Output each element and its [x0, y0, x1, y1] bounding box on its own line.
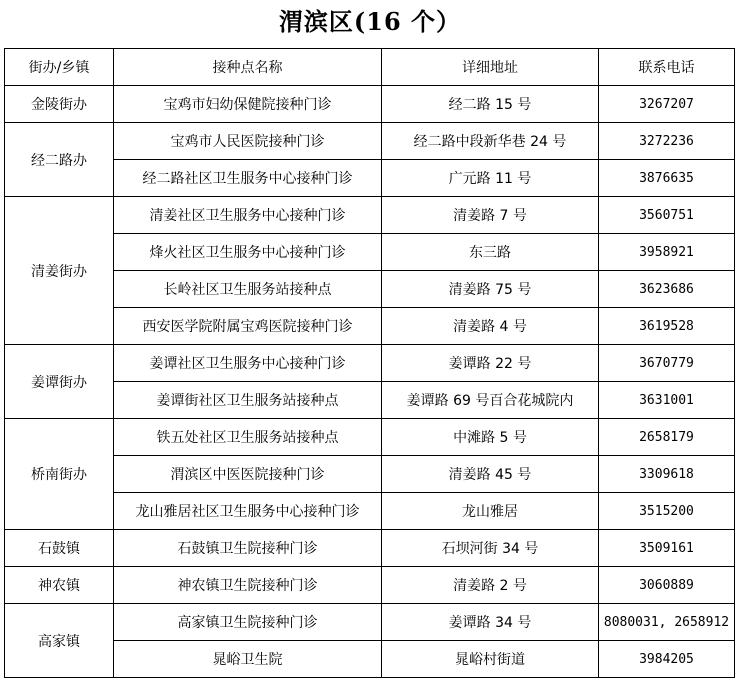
address-cell: 姜谭路 34 号: [382, 604, 599, 641]
district-cell: 金陵街办: [5, 86, 114, 123]
table-row: [5, 86, 735, 123]
address-cell: 中滩路 5 号: [382, 419, 599, 456]
site-name-cell: 龙山雅居社区卫生服务中心接种门诊: [114, 493, 382, 530]
table-row: [5, 234, 735, 271]
site-name-cell: 长岭社区卫生服务站接种点: [114, 271, 382, 308]
header-row: [5, 49, 735, 86]
table-row: [5, 345, 735, 382]
site-name-cell: 宝鸡市人民医院接种门诊: [114, 123, 382, 160]
table-header: [5, 49, 735, 86]
address-cell: 广元路 11 号: [382, 160, 599, 197]
phone-cell: 3267207: [599, 86, 735, 123]
site-name-cell: 西安医学院附属宝鸡医院接种门诊: [114, 308, 382, 345]
district-cell: 高家镇: [5, 604, 114, 678]
address-cell: 经二路中段新华巷 24 号: [382, 123, 599, 160]
address-cell: 石坝河街 34 号: [382, 530, 599, 567]
address-cell: 龙山雅居: [382, 493, 599, 530]
phone-cell: 3623686: [599, 271, 735, 308]
table-row: [5, 604, 735, 641]
address-cell: 姜谭路 22 号: [382, 345, 599, 382]
table-row: [5, 456, 735, 493]
address-cell: 清姜路 7 号: [382, 197, 599, 234]
address-cell: 经二路 15 号: [382, 86, 599, 123]
phone-cell: 2658179: [599, 419, 735, 456]
phone-cell: 3619528: [599, 308, 735, 345]
table-body: [5, 86, 735, 678]
site-name-cell: 经二路社区卫生服务中心接种门诊: [114, 160, 382, 197]
table-row: [5, 567, 735, 604]
phone-cell: 3984205: [599, 641, 735, 678]
table-row: [5, 271, 735, 308]
table-row: [5, 123, 735, 160]
page-title: 渭滨区(16 个）: [278, 7, 462, 36]
address-cell: 清姜路 2 号: [382, 567, 599, 604]
table-row: [5, 493, 735, 530]
table-row: [5, 530, 735, 567]
site-name-cell: 铁五处社区卫生服务站接种点: [114, 419, 382, 456]
site-name-cell: 石鼓镇卫生院接种门诊: [114, 530, 382, 567]
address-cell: 晁峪村街道: [382, 641, 599, 678]
site-name-cell: 宝鸡市妇幼保健院接种门诊: [114, 86, 382, 123]
site-name-cell: 高家镇卫生院接种门诊: [114, 604, 382, 641]
district-cell: 桥南街办: [5, 419, 114, 530]
phone-cell: 3509161: [599, 530, 735, 567]
header-site-name: 接种点名称: [114, 49, 382, 86]
phone-cell: 3876635: [599, 160, 735, 197]
table-row: [5, 308, 735, 345]
address-cell: 清姜路 4 号: [382, 308, 599, 345]
site-name-cell: 晁峪卫生院: [114, 641, 382, 678]
site-name-cell: 姜谭街社区卫生服务站接种点: [114, 382, 382, 419]
phone-cell: 3272236: [599, 123, 735, 160]
address-cell: 东三路: [382, 234, 599, 271]
district-cell: 姜谭街办: [5, 345, 114, 419]
phone-cell: 3670779: [599, 345, 735, 382]
header-phone: 联系电话: [599, 49, 735, 86]
table-row: [5, 160, 735, 197]
address-cell: 清姜路 45 号: [382, 456, 599, 493]
table-row: [5, 197, 735, 234]
table-row: [5, 382, 735, 419]
phone-cell: 3515200: [599, 493, 735, 530]
phone-cell: 3958921: [599, 234, 735, 271]
phone-cell: 3309618: [599, 456, 735, 493]
header-address: 详细地址: [382, 49, 599, 86]
phone-cell: 3631001: [599, 382, 735, 419]
site-name-cell: 烽火社区卫生服务中心接种门诊: [114, 234, 382, 271]
district-cell: 石鼓镇: [5, 530, 114, 567]
site-name-cell: 渭滨区中医医院接种门诊: [114, 456, 382, 493]
district-cell: 清姜街办: [5, 197, 114, 345]
district-cell: 经二路办: [5, 123, 114, 197]
phone-cell: 3060889: [599, 567, 735, 604]
address-cell: 清姜路 75 号: [382, 271, 599, 308]
phone-cell: 8080031, 2658912: [599, 604, 735, 641]
district-cell: 神农镇: [5, 567, 114, 604]
site-name-cell: 神农镇卫生院接种门诊: [114, 567, 382, 604]
site-name-cell: 清姜社区卫生服务中心接种门诊: [114, 197, 382, 234]
table-row: [5, 419, 735, 456]
table-row: [5, 641, 735, 678]
site-name-cell: 姜谭社区卫生服务中心接种门诊: [114, 345, 382, 382]
vaccination-sites-table: [4, 48, 735, 678]
header-district: 街办/乡镇: [5, 49, 114, 86]
phone-cell: 3560751: [599, 197, 735, 234]
address-cell: 姜谭路 69 号百合花城院内: [382, 382, 599, 419]
